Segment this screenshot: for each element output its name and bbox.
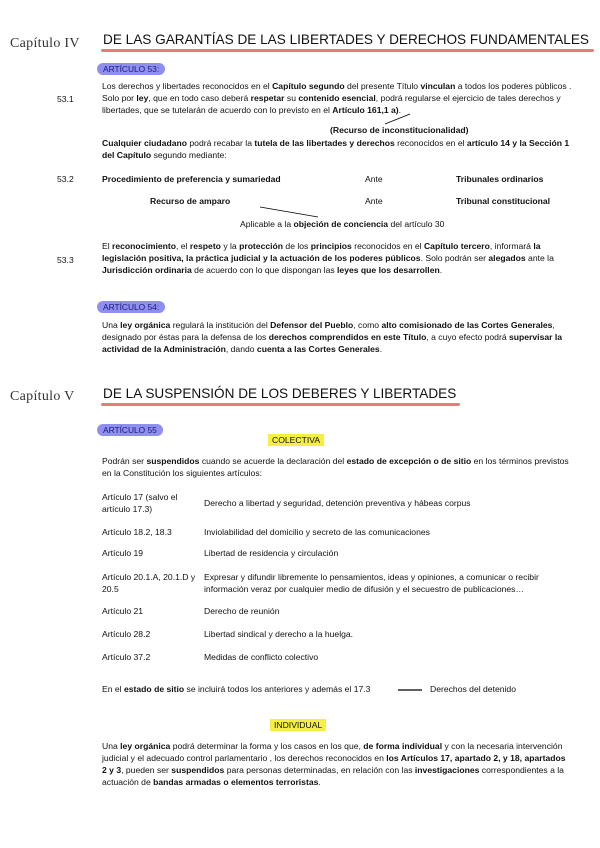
article-53-2-intro: Cualquier ciudadano podrá recabar la tutela de las libertades y derechos reconocidos en el artículo 14 y la Sección 1 del Capítulo segundo mediante: — [102, 138, 570, 160]
suspended-article-desc: Libertad de residencia y circulación — [204, 548, 339, 558]
procedimiento-label: Procedimiento de preferencia y sumariedad — [102, 174, 281, 184]
article-53-1-text: Los derechos y libertades reconocidos en el Capítulo segundo del presente Título vinculan a todos los poderes públicos . Solo por ley, que en todo caso deberá respetar su contenido esencial, podrá regularse el ejercicio de tales derechos y libertades, que se tutelarán de acuerdo con lo previsto en el Artículo 161,1 a). — [102, 81, 572, 115]
suspended-article-desc: Derecho a libertad y seguridad, detención preventiva y hábeas corpus — [204, 498, 471, 508]
chapter-5-underline — [101, 403, 460, 406]
suspended-article: Artículo 20.1.A, 20.1.D y 20.5 — [102, 572, 196, 594]
article-53-3-text: El reconocimiento, el respeto y la protección de los principios reconocidos en el Capítulo tercero, informará la legislación positiva, la práctica judicial y la actuación de los poderes públicos. Solo podrán ser alegados ante la Jurisdicción ordinaria de acuerdo con lo que dispongan las leyes que los desarrollen. — [102, 241, 554, 275]
suspended-article: Artículo 17 (salvo el artículo 17.3) — [102, 492, 178, 514]
chapter-4-title: DE LAS GARANTÍAS DE LAS LIBERTADES Y DERECHOS FUNDAMENTALES — [103, 32, 589, 47]
suspended-article: Artículo 28.2 — [102, 629, 151, 639]
chapter-5-title: DE LA SUSPENSIÓN DE LOS DEBERES Y LIBERTADES — [103, 386, 457, 401]
derechos-detenido: Derechos del detenido — [430, 684, 516, 694]
article-54-text: Una ley orgánica regulará la institución del Defensor del Pueblo, como alto comisionado de las Cortes Generales, designado por éstas para la defensa de los derechos comprendidos en este Título, a cuyo efecto podrá supervisar la actividad de la Administración, dando cuenta a las Cortes Generales. — [102, 320, 563, 354]
tribunales-ordinarios: Tribunales ordinarios — [456, 174, 544, 184]
article-55-intro: Podrán ser suspendidos cuando se acuerde la declaración del estado de excepción o de sitio en los términos previstos en la Constitución los siguientes artículos: — [102, 456, 569, 478]
ante-2: Ante — [365, 196, 383, 206]
ante-1: Ante — [365, 174, 383, 184]
individual-highlight: INDIVIDUAL — [270, 719, 326, 731]
suspended-article-desc: Medidas de conflicto colectivo — [204, 652, 319, 662]
section-number-53-3: 53.3 — [57, 255, 74, 265]
recurso-inconstitucionalidad: (Recurso de inconstitucionalidad) — [330, 125, 469, 135]
suspended-article-desc: Libertad sindical y derecho a la huelga. — [204, 629, 354, 639]
article-55-badge: ARTÍCULO 55 — [97, 424, 163, 436]
tribunal-constitucional: Tribunal constitucional — [456, 196, 551, 206]
suspended-article: Artículo 19 — [102, 548, 144, 558]
estado-sitio-note: En el estado de sitio se incluirá todos los anteriores y además el 17.3 — [102, 684, 371, 694]
chapter-5-label: Capítulo V — [10, 389, 75, 404]
section-number-53-1: 53.1 — [57, 94, 74, 104]
individual-text: Una ley orgánica podrá determinar la forma y los casos en los que, de forma individual y con la necesaria intervención judicial y el adecuado control parlamentario , los derechos reconocidos en los Artículos 17, apartado 2, y 18, apartados 2 y 3, pueden ser suspendidos para personas determinadas, en relación con las investigaciones correspondientes a la actuación de bandas armadas o elementos terroristas. — [102, 741, 566, 787]
suspended-article-desc: Expresar y difundir libremente lo pensamientos, ideas y opiniones, a comunicar o recibir información veraz por cualquier medio de difusión y el secuestro de publicaciones… — [204, 572, 539, 594]
suspended-article: Artículo 37.2 — [102, 652, 151, 662]
suspended-article: Artículo 18.2, 18.3 — [102, 527, 172, 537]
article-53-badge: ARTÍCULO 53: — [97, 63, 165, 75]
suspended-article-desc: Derecho de reunión — [204, 606, 280, 616]
colectiva-highlight: COLECTIVA — [268, 434, 324, 446]
suspended-article: Artículo 21 — [102, 606, 144, 616]
objecion-conciencia-note: Aplicable a la objeción de conciencia del artículo 30 — [240, 219, 445, 229]
suspended-article-desc: Inviolabilidad del domicilio y secreto de las comunicaciones — [204, 527, 430, 537]
recurso-amparo-label: Recurso de amparo — [150, 196, 231, 206]
chapter-4-label: Capítulo IV — [10, 36, 80, 51]
article-54-badge: ARTÍCULO 54: — [97, 301, 165, 313]
section-number-53-2: 53.2 — [57, 174, 74, 184]
